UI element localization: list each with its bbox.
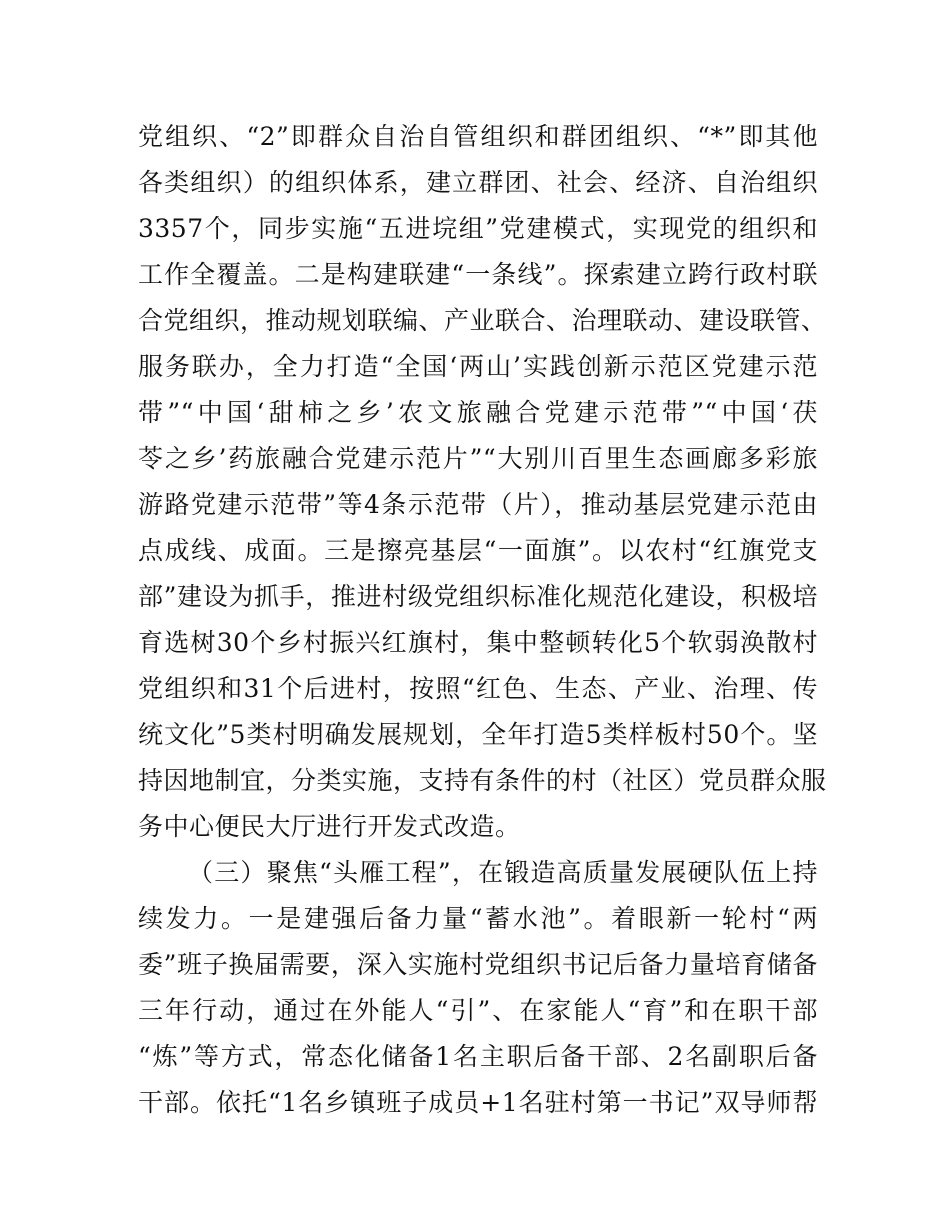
- text-line: 合党组织，推动规划联编、产业联合、治理联动、建设联管、: [138, 306, 827, 335]
- text-line: 部”建设为抓手，推进村级党组织标准化规范化建设，积极培: [138, 582, 818, 611]
- text-line: 服务联办，全力打造“全国‘两山’实践创新示范区党建示范: [138, 352, 818, 381]
- text-line: 苓之乡’药旅融合党建示范片”“大别川百里生态画廊多彩旅: [138, 444, 818, 473]
- text-line: 育选树30个乡村振兴红旗村，集中整顿转化5个软弱涣散村: [138, 628, 818, 657]
- body-text: [138, 114, 827, 1126]
- text-line: 务中心便民大厅进行开发式改造。: [138, 812, 521, 841]
- text-line: 点成线、成面。三是擦亮基层“一面旗”。以农村“红旗党支: [138, 536, 818, 565]
- text-line: “炼”等方式，常态化储备1名主职后备干部、2名副职后备: [138, 1042, 818, 1071]
- text-line: 3357个，同步实施“五进垸组”党建模式，实现党的组织和: [138, 214, 818, 243]
- text-line: 党组织和31个后进村，按照“红色、生态、产业、治理、传: [138, 674, 818, 703]
- text-line: 游路党建示范带”等4条示范带（片），推动基层党建示范由: [138, 490, 818, 519]
- text-line: 持因地制宜，分类实施，支持有条件的村（社区）党员群众服: [138, 766, 827, 795]
- text-line: 委”班子换届需要，深入实施村党组织书记后备力量培育储备: [138, 950, 818, 979]
- text-line: 干部。依托“1名乡镇班子成员+1名驻村第一书记”双导师帮: [138, 1088, 818, 1117]
- text-line: 党组织、“2”即群众自治自管组织和群团组织、“*”即其他: [138, 122, 818, 151]
- text-line: 统文化”5类村明确发展规划，全年打造5类样板村50个。坚: [138, 720, 818, 749]
- text-line: 带”“中国‘甜柿之乡’农文旅融合党建示范带”“中国‘茯: [138, 398, 818, 427]
- text-line: 三年行动，通过在外能人“引”、在家能人“育”和在职干部: [138, 996, 818, 1025]
- text-line: 工作全覆盖。二是构建联建“一条线”。探索建立跨行政村联: [138, 260, 818, 289]
- section-heading-line: （三）聚焦“头雁工程”，在锻造高质量发展硬队伍上持: [188, 858, 818, 887]
- text-line: 各类组织）的组织体系，建立群团、社会、经济、自治组织: [138, 168, 818, 197]
- text-line: 续发力。一是建强后备力量“蓄水池”。着眼新一轮村“两: [138, 904, 818, 933]
